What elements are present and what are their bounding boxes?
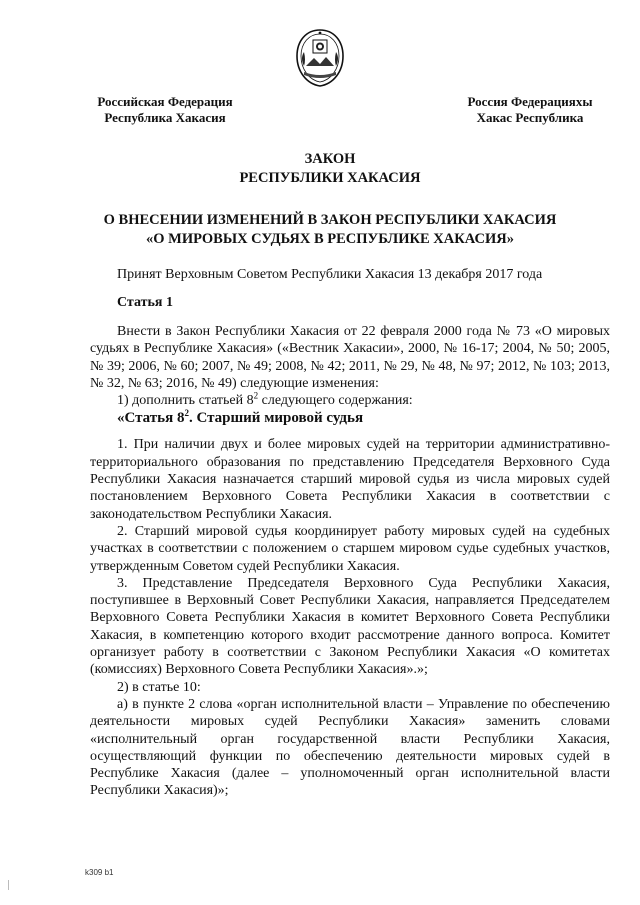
article-heading: Статья 1 xyxy=(117,295,173,310)
item-1-sup: 2 xyxy=(253,390,259,401)
footer-code: k309 b1 xyxy=(85,868,114,877)
header-left-republic: Республика Хакасия xyxy=(104,110,226,125)
paragraph-3: 3. Представление Председателя Верховного Суда Республики Хакасия, поступившее в Верховный Совет Республики Хакасия, направляется Председателем Верховного Совета Республики Хакасия в комитет Верховного Совета Республики Хакасия, в компетенцию которого входит рассмотрение данного вопроса. Комитет организует работу в соответствии с Законом Республики Хакасия «О комитетах (комиссиях) Верховного Совета Республики Хакасия».»; xyxy=(90,575,610,678)
item-1-text-after: следующего содержания: xyxy=(258,393,413,409)
header-left xyxy=(90,94,240,126)
law-title xyxy=(60,150,600,188)
law-subject xyxy=(60,211,600,249)
intro-paragraph: Внести в Закон Республики Хакасия от 22 февраля 2000 года № 73 «О мировых судьях в Республике Хакасия» («Вестник Хакасии», 2000, № 16-17; 2004, № 50; 2005, № 39; 2006, № 60; 2007, № 49; 2008, № 42; 2011, № 29, № 48, № 97; 2012, № 103; 2013, № 32, № 63; 2016, № 49) следующие изменения: xyxy=(90,324,610,391)
law-title-line2: РЕСПУБЛИКИ ХАКАСИЯ xyxy=(239,170,421,186)
new-article-sup: 2 xyxy=(184,408,189,419)
new-article-after: . Старший мировой судья xyxy=(188,410,364,427)
paragraph-1: 1. При наличии двух и более мировых судей на территории административно-территориального образования по представлению Председателя Верховного Суда Республики Хакасия назначается старший мировой судья из числа мировых судей постановлением Верховного Совета Республики Хакасия в соответствии с законодательством Республики Хакасия. xyxy=(90,437,610,522)
scan-edge-mark xyxy=(8,880,9,890)
item-2a: а) в пункте 2 слова «орган исполнительной власти – Управление по обеспечению деятельности мировых судей Республики Хакасия» заменить словами «исполнительный орган государственной власти Республики Хакасия, осуществляющий функции по обеспечению деятельности мировых судей в Республике Хакасия (далее – уполномоченный орган исполнительной власти Республики Хакасия)»; xyxy=(90,696,610,799)
header-right xyxy=(450,94,610,126)
header-right-republic: Хакас Республика xyxy=(476,110,584,125)
law-subject-line1: О ВНЕСЕНИИ ИЗМЕНЕНИЙ В ЗАКОН РЕСПУБЛИКИ ХАКАСИЯ xyxy=(103,212,557,228)
header-left-country: Российская Федерация xyxy=(97,94,233,109)
new-article-before: «Статья 8 xyxy=(117,410,185,427)
new-article-heading xyxy=(90,409,610,428)
item-1 xyxy=(90,392,610,409)
law-subject-line2: «О МИРОВЫХ СУДЬЯХ В РЕСПУБЛИКЕ ХАКАСИЯ» xyxy=(145,231,514,247)
law-title-line1: ЗАКОН xyxy=(304,151,356,167)
item-2: 2) в статье 10: xyxy=(117,679,201,695)
header-right-country: Россия Федерацияхы xyxy=(467,94,593,109)
body-text xyxy=(90,323,610,800)
paragraph-2: 2. Старший мировой судья координирует работу мировых судей на судебных участках в соответствии с положением о старшем мировом судье судебных участков, утвержденным Советом судей Республики Хакасия. xyxy=(90,523,610,574)
adoption-note: Принят Верховным Советом Республики Хакасия 13 декабря 2017 года xyxy=(117,267,543,282)
item-1-text-before: 1) дополнить статьей 8 xyxy=(117,393,254,409)
coat-of-arms-emblem xyxy=(292,28,348,88)
